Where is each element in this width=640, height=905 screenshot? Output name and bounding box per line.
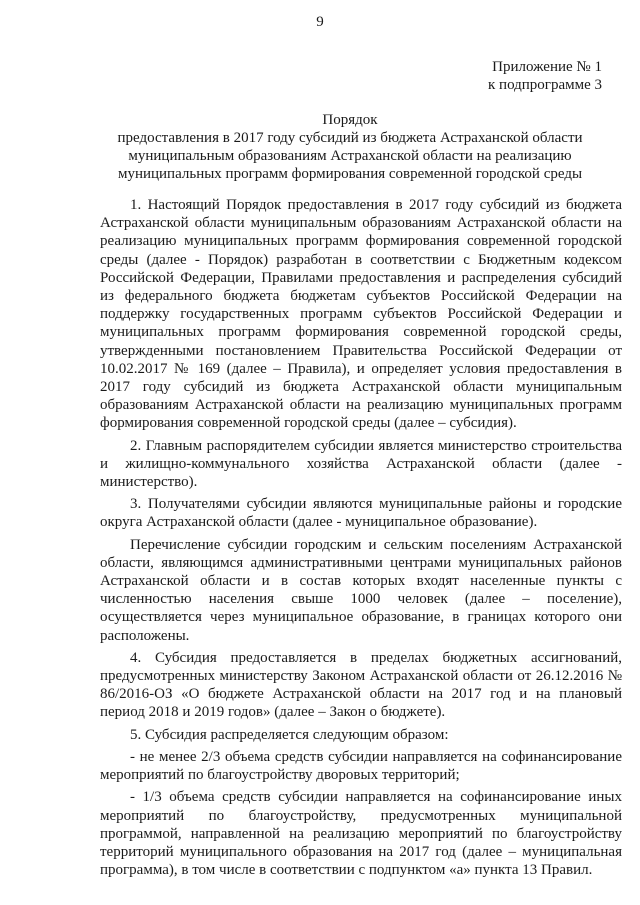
paragraph-4: 4. Субсидия предоставляется в пределах бюджетных ассигнований, предусмотренных министерству Законом Астраханской области от 26.12.2016 № 86/2016-ОЗ «О бюджете Астраханской области на 2017 год и на плановый период 2018 и 2019 годов» (далее – Закон о бюджете).	[100, 649, 622, 721]
document-heading	[80, 111, 620, 183]
appendix-note	[488, 58, 602, 94]
appendix-line-1: Приложение № 1	[492, 59, 602, 75]
page-number: 9	[316, 14, 324, 30]
paragraph-3: 3. Получателями субсидии являются муниципальные районы и городские округа Астраханской области (далее - муниципальное образование).	[100, 496, 622, 531]
paragraph-2: 2. Главным распорядителем субсидии является министерство строительства и жилищно-коммунального хозяйства Астраханской области (далее - министерство).	[100, 437, 622, 491]
list-item-other-measures: - 1/3 объема средств субсидии направляется на софинансирование иных мероприятий по благоустройству, предусмотренных муниципальной программой, направленной на реализацию мероприятий по благоустройству территорий муниципального образования на 2017 год (далее – муниципальная программа), в том числе в соответствии с подпунктом «а» пункта 13 Правил.	[100, 789, 622, 879]
paragraph-3-transfer: Перечисление субсидии городским и сельским поселениям Астраханской области, являющимся административными центрами муниципальных районов Астраханской области и в состав которых входят населенные пункты с численностью населения свыше 1000 человек (далее – поселение), осуществляется через муниципальное образование, в границах которого они расположены.	[100, 536, 622, 644]
document-body	[100, 196, 622, 883]
document-title: Порядок	[322, 112, 378, 128]
appendix-line-2: к подпрограмме 3	[488, 77, 602, 93]
paragraph-1: 1. Настоящий Порядок предоставления в 2017 году субсидий из бюджета Астраханской области муниципальным образованиям Астраханской области на реализацию муниципальных программ формирования современной городской среды (далее - Порядок) разработан в соответствии с Бюджетным кодексом Российской Федерации, Правилами предоставления и распределения субсидий из федерального бюджета бюджетам субъектов Российской Федерации на поддержку государственных программ субъектов Российской Федерации и муниципальных программ формирования современной городской среды, утвержденными постановлением Правительства Российской Федерации от 10.02.2017 № 169 (далее – Правила), и определяет условия предоставления в 2017 году субсидий из бюджета Астраханской области муниципальным образованиям Астраханской области на реализацию муниципальных программ формирования современной городской среды (далее – субсидия).	[100, 197, 622, 432]
document-subtitle: предоставления в 2017 году субсидий из бюджета Астраханской области муниципальным образованиям Астраханской области на реализацию муниципальных программ формирования современной городской среды	[117, 130, 583, 182]
list-item-yard-territories: - не менее 2/3 объема средств субсидии направляется на софинансирование мероприятий по благоустройству дворовых территорий;	[100, 748, 622, 784]
paragraph-5: 5. Субсидия распределяется следующим образом:	[130, 726, 449, 743]
